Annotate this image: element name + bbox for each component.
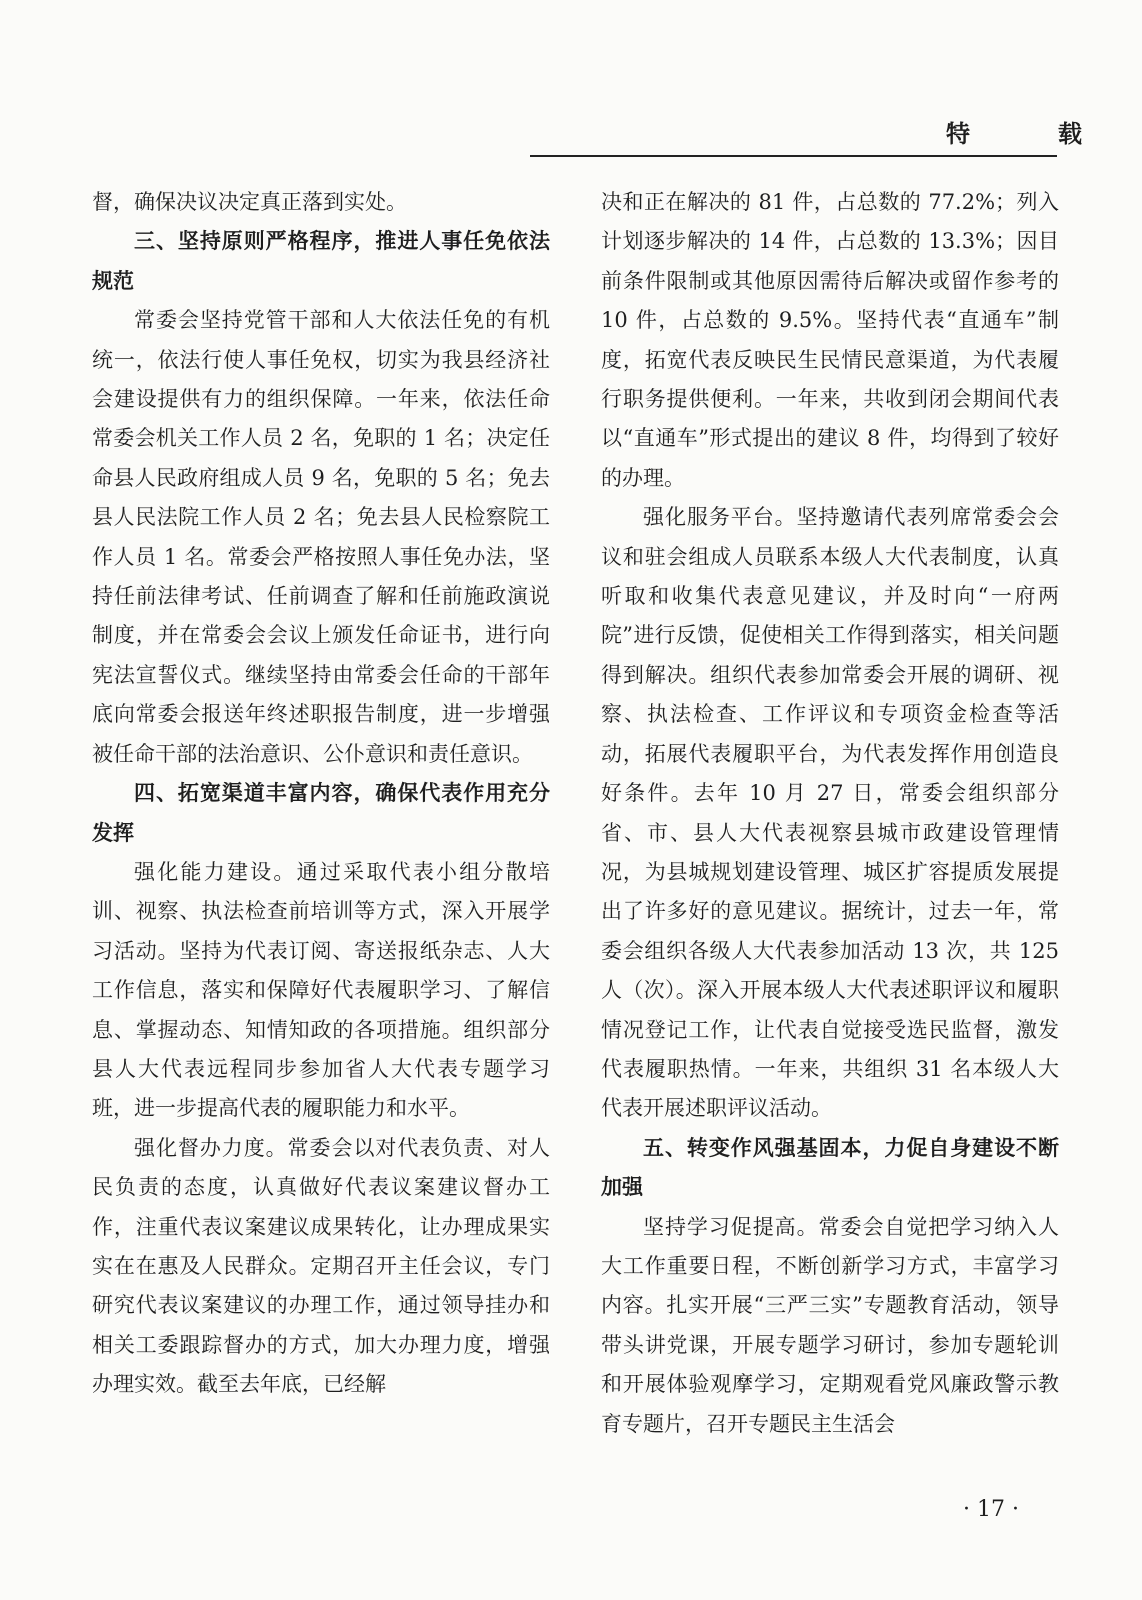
section-title: 特 载 bbox=[946, 120, 1114, 148]
paragraph: 坚持学习促提高。常委会自觉把学习纳入人大工作重要日程，不断创新学习方式，丰富学习内容。扎实开展“三严三实”专题教育活动，领导带头讲党课，开展专题学习研讨，参加专题轮训和开展体验观摩学习，定期观看党风廉政警示教育专题片，召开专题民主生活会 bbox=[601, 1214, 1059, 1436]
section-heading: 四、拓宽渠道丰富内容，确保代表作用充分发挥 bbox=[92, 781, 550, 845]
paragraph: 强化服务平台。坚持邀请代表列席常委会会议和驻会组成人员联系本级人大代表制度，认真听取和收集代表意见建议，并及时向“一府两院”进行反馈，促使相关工作得到落实，相关问题得到解决。组织代表参加常委会开展的调研、视察、执法检查、工作评议和专项资金检查等活动，拓展代表履职平台，为代表发挥作用创造良好条件。去年 10 月 27 日，常委会组织部分省、市、县人大代表视察县城市政建设管理情况，为县城规划建设管理、城区扩容提质发展提出了许多好的意见建议。据统计，过去一年，常委会组织各级人大代表参加活动 13 次，共 125 人（次）。深入开展本级人大代表述职评议和履职情况登记工作，让代表自觉接受选民监督，激发代表履职热情。一年来，共组织 31 名本级人大代表开展述职评议活动。 bbox=[601, 505, 1059, 1121]
paragraph: 决和正在解决的 81 件，占总数的 77.2%；列入计划逐步解决的 14 件，占总数的 13.3%；因目前条件限制或其他原因需待后解决或留作参考的 10 件，占总数的 9.5%。坚持代表“直通车”制度，拓宽代表反映民生民情民意渠道，为代表履行职务提供便利。一年来，共收到闭会期间代表以“直通车”形式提出的建议 8 件，均得到了较好的办理。 bbox=[601, 190, 1059, 490]
paragraph: 强化督办力度。常委会以对代表负责、对人民负责的态度，认真做好代表议案建议督办工作，注重代表议案建议成果转化，让办理成果实实在在惠及人民群众。定期召开主任会议，专门研究代表议案建议的办理工作，通过领导挂办和相关工委跟踪督办的方式，加大办理力度，增强办理实效。截至去年底，已经解 bbox=[92, 1135, 550, 1397]
right-column bbox=[601, 183, 1059, 1444]
header-rule bbox=[530, 155, 1057, 157]
section-heading: 五、转变作风强基固本，力促自身建设不断加强 bbox=[601, 1135, 1059, 1200]
left-column bbox=[92, 183, 550, 1405]
section-heading: 三、坚持原则严格程序，推进人事任免依法规范 bbox=[92, 229, 550, 293]
paragraph: 强化能力建设。通过采取代表小组分散培训、视察、执法检查前培训等方式，深入开展学习活动。坚持为代表订阅、寄送报纸杂志、人大工作信息，落实和保障好代表履职学习、了解信息、掌握动态、知情知政的各项措施。组织部分县人大代表远程同步参加省人大代表专题学习班，进一步提高代表的履职能力和水平。 bbox=[92, 859, 550, 1121]
paragraph: 常委会坚持党管干部和人大依法任免的有机统一，依法行使人事任免权，切实为我县经济社会建设提供有力的组织保障。一年来，依法任命常委会机关工作人员 2 名，免职的 1 名；决定任命县人民政府组成人员 9 名，免职的 5 名；免去县人民法院工作人员 2 名；免去县人民检察院工作人员 1 名。常委会严格按照人事任免办法，坚持任前法律考试、任前调查了解和任前施政演说制度，并在常委会会议上颁发任命证书，进行向宪法宣誓仪式。继续坚持由常委会任命的干部年底向常委会报送年终述职报告制度，进一步增强被任命干部的法治意识、公仆意识和责任意识。 bbox=[92, 308, 550, 766]
paragraph: 督，确保决议决定真正落到实处。 bbox=[92, 190, 407, 214]
page-number: · 17 · bbox=[963, 1497, 1019, 1522]
